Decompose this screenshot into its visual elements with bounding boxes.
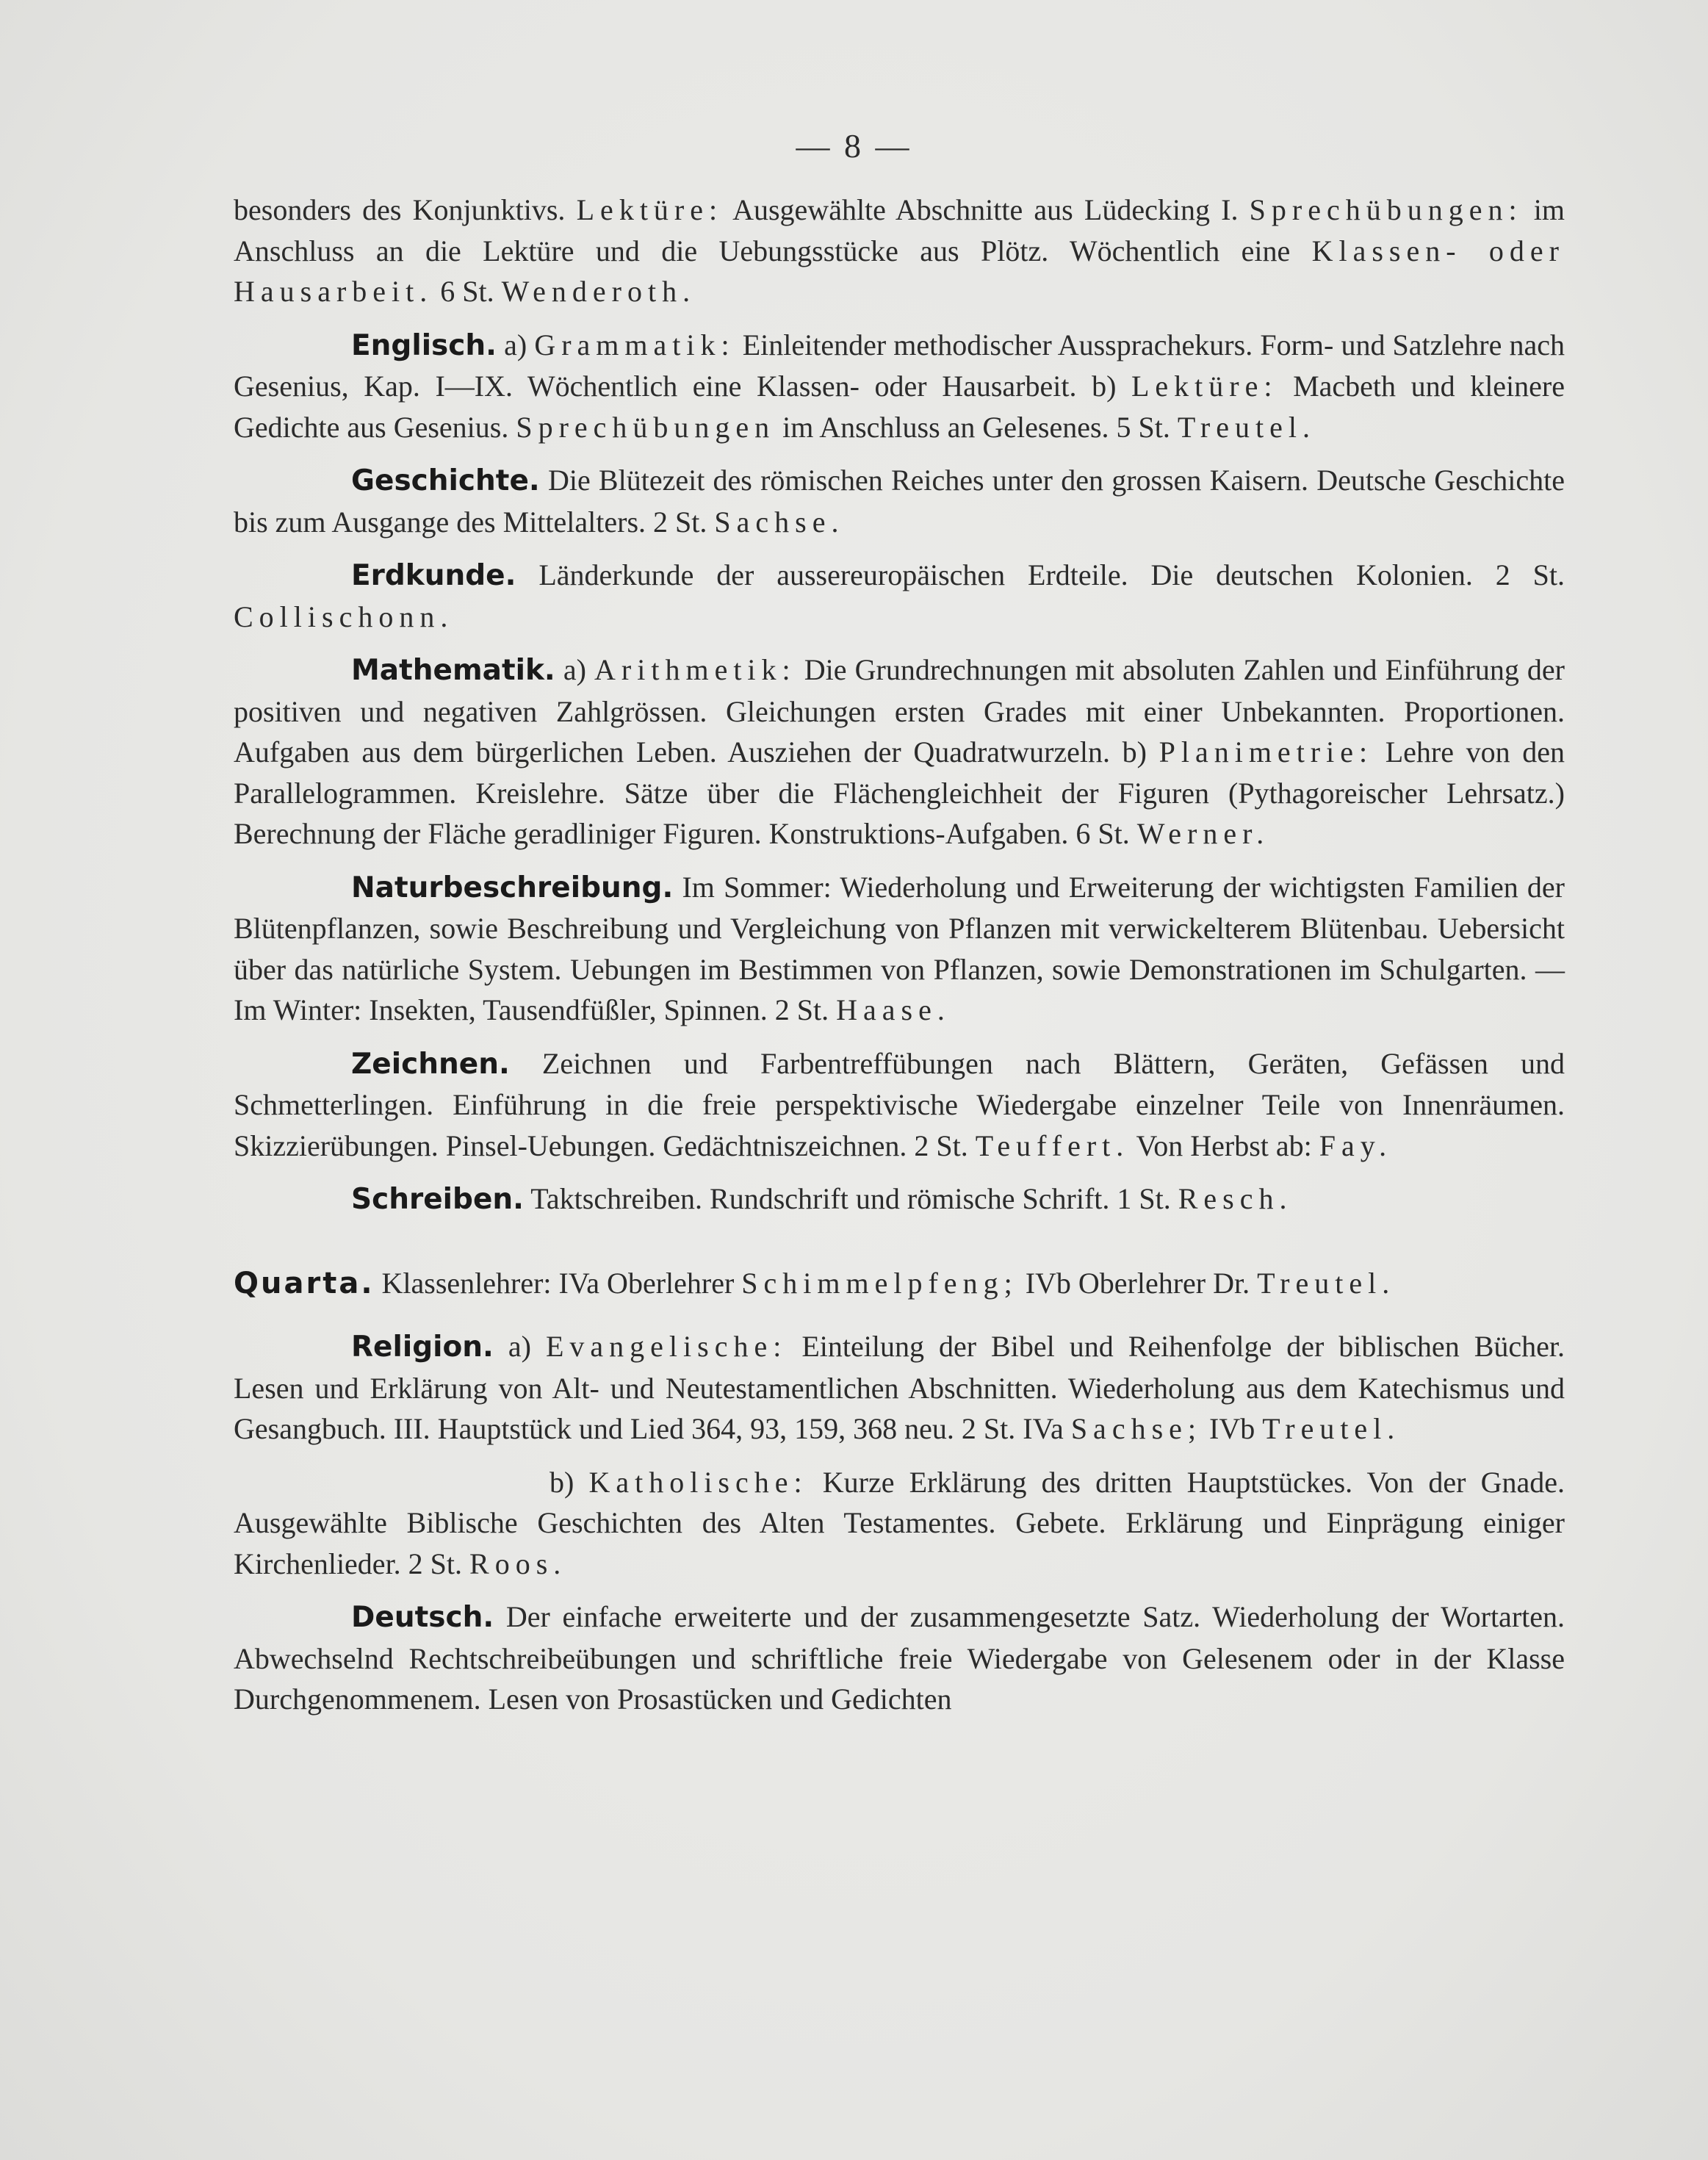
erdkunde-teacher: Collischonn. — [234, 600, 454, 633]
naturbeschreibung-heading: Naturbeschreibung. — [351, 871, 674, 904]
mathematik-spaced-2: Planimetrie: — [1159, 735, 1374, 768]
naturbeschreibung-teacher: Haase. — [836, 993, 951, 1026]
mathematik-text-2: Die Grundrechnungen mit absoluten Zahlen und Einführung der positiven und negativen Zahlgrössen. Gleichungen ersten Grades mit einer Unbekannten. Proportionen. Aufgaben aus dem bürgerlichen Leben. Ausziehen der Quadratwurzeln. b) — [234, 653, 1565, 768]
zeichnen-section — [234, 1043, 1565, 1167]
quarta-text-1: Klassenlehrer: IVa Oberlehrer — [374, 1266, 742, 1300]
erdkunde-heading: Erdkunde. — [351, 559, 516, 592]
englisch-section — [234, 325, 1565, 448]
intro-spaced-1: Lektüre: — [576, 193, 724, 226]
zeichnen-text-1: Zeichnen und Farbentreffübungen nach Blättern, Geräten, Gefässen und Schmetterlingen. Einführung in die freie perspektivische Wiedergabe einzelner Teile von Innenräumen. Skizzierübungen. Pinsel-Uebungen. Gedächtniszeichnen. 2 St. — [234, 1046, 1565, 1162]
katholisch-teacher: Roos. — [469, 1547, 567, 1580]
geschichte-section — [234, 460, 1565, 542]
intro-spaced-2: Sprechübungen: — [1249, 193, 1523, 226]
deutsch-heading: Deutsch. — [351, 1601, 494, 1634]
intro-teacher: Wenderoth. — [501, 275, 696, 308]
religion-text-3: IVb — [1202, 1412, 1263, 1445]
englisch-spaced-3: Sprechübungen — [516, 410, 776, 444]
intro-paragraph — [234, 190, 1565, 312]
erdkunde-section — [234, 555, 1565, 637]
englisch-spaced-1: Grammatik: — [534, 328, 735, 361]
englisch-text-3: Macbeth und kleinere Gedichte aus Gesenius. — [234, 370, 1565, 444]
mathematik-text-1: a) — [555, 653, 595, 686]
intro-text-4: 6 St. — [433, 275, 502, 308]
geschichte-heading: Geschichte. — [351, 464, 540, 497]
naturbeschreibung-section — [234, 867, 1565, 1031]
quarta-teacher-1: Schimmelpfeng; — [741, 1266, 1018, 1300]
zeichnen-teacher: Teuffert. — [975, 1128, 1130, 1162]
englisch-teacher: Treutel. — [1177, 410, 1316, 444]
mathematik-section — [234, 649, 1565, 854]
katholisch-text-1: b) — [549, 1465, 589, 1499]
intro-text-2: Ausgewählte Abschnitte aus Lüdecking I. — [723, 193, 1250, 226]
schreiben-teacher: Resch. — [1178, 1182, 1293, 1215]
katholisch-text-2: Kurze Erklärung des dritten Hauptstückes. Von der Gnade. Ausgewählte Biblische Geschichten des Alten Testamentes. Gebete. Erklärung und Einprägung einiger Kirchenlieder. 2 St. — [234, 1465, 1565, 1580]
religion-spaced-1: Evangelische: — [545, 1330, 788, 1363]
erdkunde-text-1: Länderkunde der aussereuropäischen Erdteile. Die deutschen Kolonien. 2 St. — [516, 558, 1565, 591]
quarta-heading: Quarta. — [234, 1266, 375, 1300]
geschichte-teacher: Sachse. — [714, 505, 845, 539]
religion-section — [234, 1326, 1565, 1450]
religion-teacher-2: Treutel. — [1262, 1412, 1401, 1445]
zeichnen-heading: Zeichnen. — [351, 1047, 510, 1081]
quarta-text-2: IVb Oberlehrer Dr. — [1017, 1266, 1258, 1300]
mathematik-heading: Mathematik. — [351, 654, 555, 687]
englisch-spaced-2: Lektüre: — [1131, 370, 1278, 403]
religion-teacher-1: Sachse; — [1070, 1412, 1202, 1445]
intro-text-3: im Anschluss an die Lektüre und die Uebungsstücke aus Plötz. Wöchentlich eine — [234, 193, 1565, 267]
quarta-teacher-2: Treutel. — [1257, 1266, 1396, 1300]
page-body — [234, 190, 1565, 1732]
katholisch-spaced-1: Katholische: — [588, 1465, 808, 1499]
quarta-header — [234, 1263, 1565, 1305]
page-number: — 8 — — [796, 127, 912, 165]
englisch-heading: Englisch. — [351, 328, 497, 362]
englisch-text-2: Einleitender methodischer Aussprachekurs. Form- und Satzlehre nach Gesenius, Kap. I—IX. Wöchentlich eine Klassen- oder Hausarbeit. b) — [234, 328, 1565, 403]
zeichnen-teacher-2: Fay. — [1319, 1128, 1393, 1162]
religion-heading: Religion. — [351, 1331, 494, 1364]
katholisch-section — [234, 1462, 1565, 1585]
geschichte-text-1: Die Blütezeit des römischen Reiches unter den grossen Kaisern. Deutsche Geschichte bis zum Ausgange des Mittelalters. 2 St. — [234, 464, 1565, 539]
mathematik-teacher: Werner. — [1136, 817, 1270, 850]
englisch-text-4: im Anschluss an Gelesenes. 5 St. — [775, 410, 1178, 444]
religion-text-1: a) — [493, 1330, 546, 1363]
mathematik-spaced-1: Arithmetik: — [594, 653, 796, 686]
deutsch-text-1: Der einfache erweiterte und der zusammengesetzte Satz. Wiederholung der Wortarten. Abwechselnd Rechtschreibeübungen und schriftliche freie Wiedergabe von Gelesenem oder in der Klasse Durchgenommenem. Lesen von Prosastücken und Gedichten — [234, 1600, 1565, 1716]
deutsch-section — [234, 1596, 1565, 1720]
englisch-text-1: a) — [496, 328, 535, 361]
mathematik-text-3: Lehre von den Parallelogrammen. Kreislehre. Sätze über die Flächengleichheit der Figuren (Pythagoreischer Lehrsatz.) Berechnung der Fläche geradliniger Figuren. Konstruktions-Aufgaben. 6 St. — [234, 735, 1565, 850]
schreiben-text-1: Taktschreiben. Rundschrift und römische Schrift. 1 St. — [523, 1182, 1178, 1215]
intro-spaced-3: Klassen- oder Hausarbeit. — [234, 234, 1565, 308]
naturbeschreibung-text-1: Im Sommer: Wiederholung und Erweiterung der wichtigsten Familien der Blütenpflanzen, sowie Beschreibung und Vergleichung von Pflanzen mit verwickelterem Blütenbau. Uebersicht über das natürliche System. Uebungen im Bestimmen von Pflanzen, sowie Demonstrationen im Schulgarten. — Im Winter: Insekten, Tausendfüßler, Spinnen. 2 St. — [234, 870, 1565, 1026]
religion-text-2: Einteilung der Bibel und Reihenfolge der biblischen Bücher. Lesen und Erklärung von Alt- und Neutestamentlichen Abschnitten. Wiederholung aus dem Katechismus und Gesangbuch. III. Hauptstück und Lied 364, 93, 159, 368 neu. 2 St. IVa — [234, 1330, 1565, 1445]
schreiben-heading: Schreiben. — [351, 1183, 524, 1216]
schreiben-section — [234, 1178, 1565, 1220]
zeichnen-text-2: Von Herbst ab: — [1129, 1128, 1319, 1162]
intro-text-1: besonders des Konjunktivs. — [234, 193, 577, 226]
